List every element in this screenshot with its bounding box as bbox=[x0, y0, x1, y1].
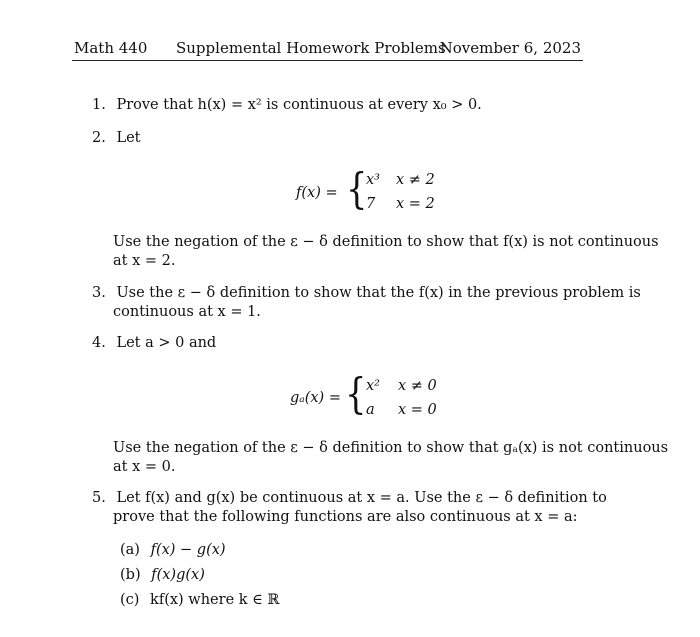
part-label: (b) bbox=[120, 567, 141, 583]
cases-brace: { bbox=[346, 164, 368, 213]
problem-intro: Let a > 0 and bbox=[116, 335, 217, 351]
function-f-lhs: f(x) = bbox=[296, 185, 338, 201]
part-text: f(x)g(x) bbox=[151, 567, 205, 583]
case-value: x² bbox=[366, 378, 380, 394]
problem-3-line-2: continuous at x = 1. bbox=[113, 304, 261, 320]
problem-3-line-1 bbox=[92, 284, 641, 303]
problem-number: 3. bbox=[92, 285, 106, 301]
case-value: x³ bbox=[366, 172, 380, 188]
problem-text: Prove that h(x) = x² is continuous at every x₀ > 0. bbox=[116, 97, 482, 113]
document-title: Supplemental Homework Problems bbox=[176, 39, 446, 57]
case-condition: x ≠ 2 bbox=[396, 172, 435, 188]
course-label: Math 440 bbox=[74, 39, 148, 57]
problem-number: 5. bbox=[92, 490, 106, 506]
problem-2-line-2: at x = 2. bbox=[113, 253, 176, 269]
problem-number: 4. bbox=[92, 335, 106, 351]
problem-number: 1. bbox=[92, 97, 106, 113]
case-condition: x = 0 bbox=[398, 402, 437, 418]
problem-5-line-2: prove that the following functions are also continuous at x = a: bbox=[113, 509, 578, 525]
sub-part-a bbox=[120, 541, 226, 560]
problem-number: 2. bbox=[92, 130, 106, 146]
case-value: 7 bbox=[366, 196, 376, 212]
part-text: kf(x) where k ∈ ℝ bbox=[150, 592, 280, 608]
case-condition: x = 2 bbox=[396, 196, 435, 212]
problem-4-intro bbox=[92, 334, 216, 353]
cases-brace: { bbox=[345, 369, 367, 418]
problem-2-line-1: Use the negation of the ε − δ definition to show that f(x) is not continuous bbox=[113, 234, 659, 250]
function-g-lhs: gₐ(x) = bbox=[290, 390, 341, 406]
sub-part-c bbox=[120, 591, 280, 610]
page-header bbox=[72, 38, 583, 61]
case-condition: x ≠ 0 bbox=[398, 378, 437, 394]
problem-5-line-1 bbox=[92, 489, 607, 508]
document-date: November 6, 2023 bbox=[439, 39, 581, 57]
problem-text: Use the ε − δ definition to show that the f(x) in the previous problem is bbox=[116, 285, 641, 301]
problem-text: Let f(x) and g(x) be continuous at x = a. Use the ε − δ definition to bbox=[116, 490, 607, 506]
case-value: a bbox=[366, 402, 375, 418]
problem-2-intro bbox=[92, 129, 141, 148]
part-text: f(x) − g(x) bbox=[150, 542, 226, 558]
part-label: (c) bbox=[120, 592, 140, 608]
sub-part-b bbox=[120, 566, 205, 585]
part-label: (a) bbox=[120, 542, 140, 558]
problem-intro: Let bbox=[116, 130, 141, 146]
problem-1 bbox=[92, 96, 482, 115]
problem-4-line-2: at x = 0. bbox=[113, 459, 176, 475]
problem-4-line-1: Use the negation of the ε − δ definition to show that gₐ(x) is not continuous bbox=[113, 440, 669, 456]
